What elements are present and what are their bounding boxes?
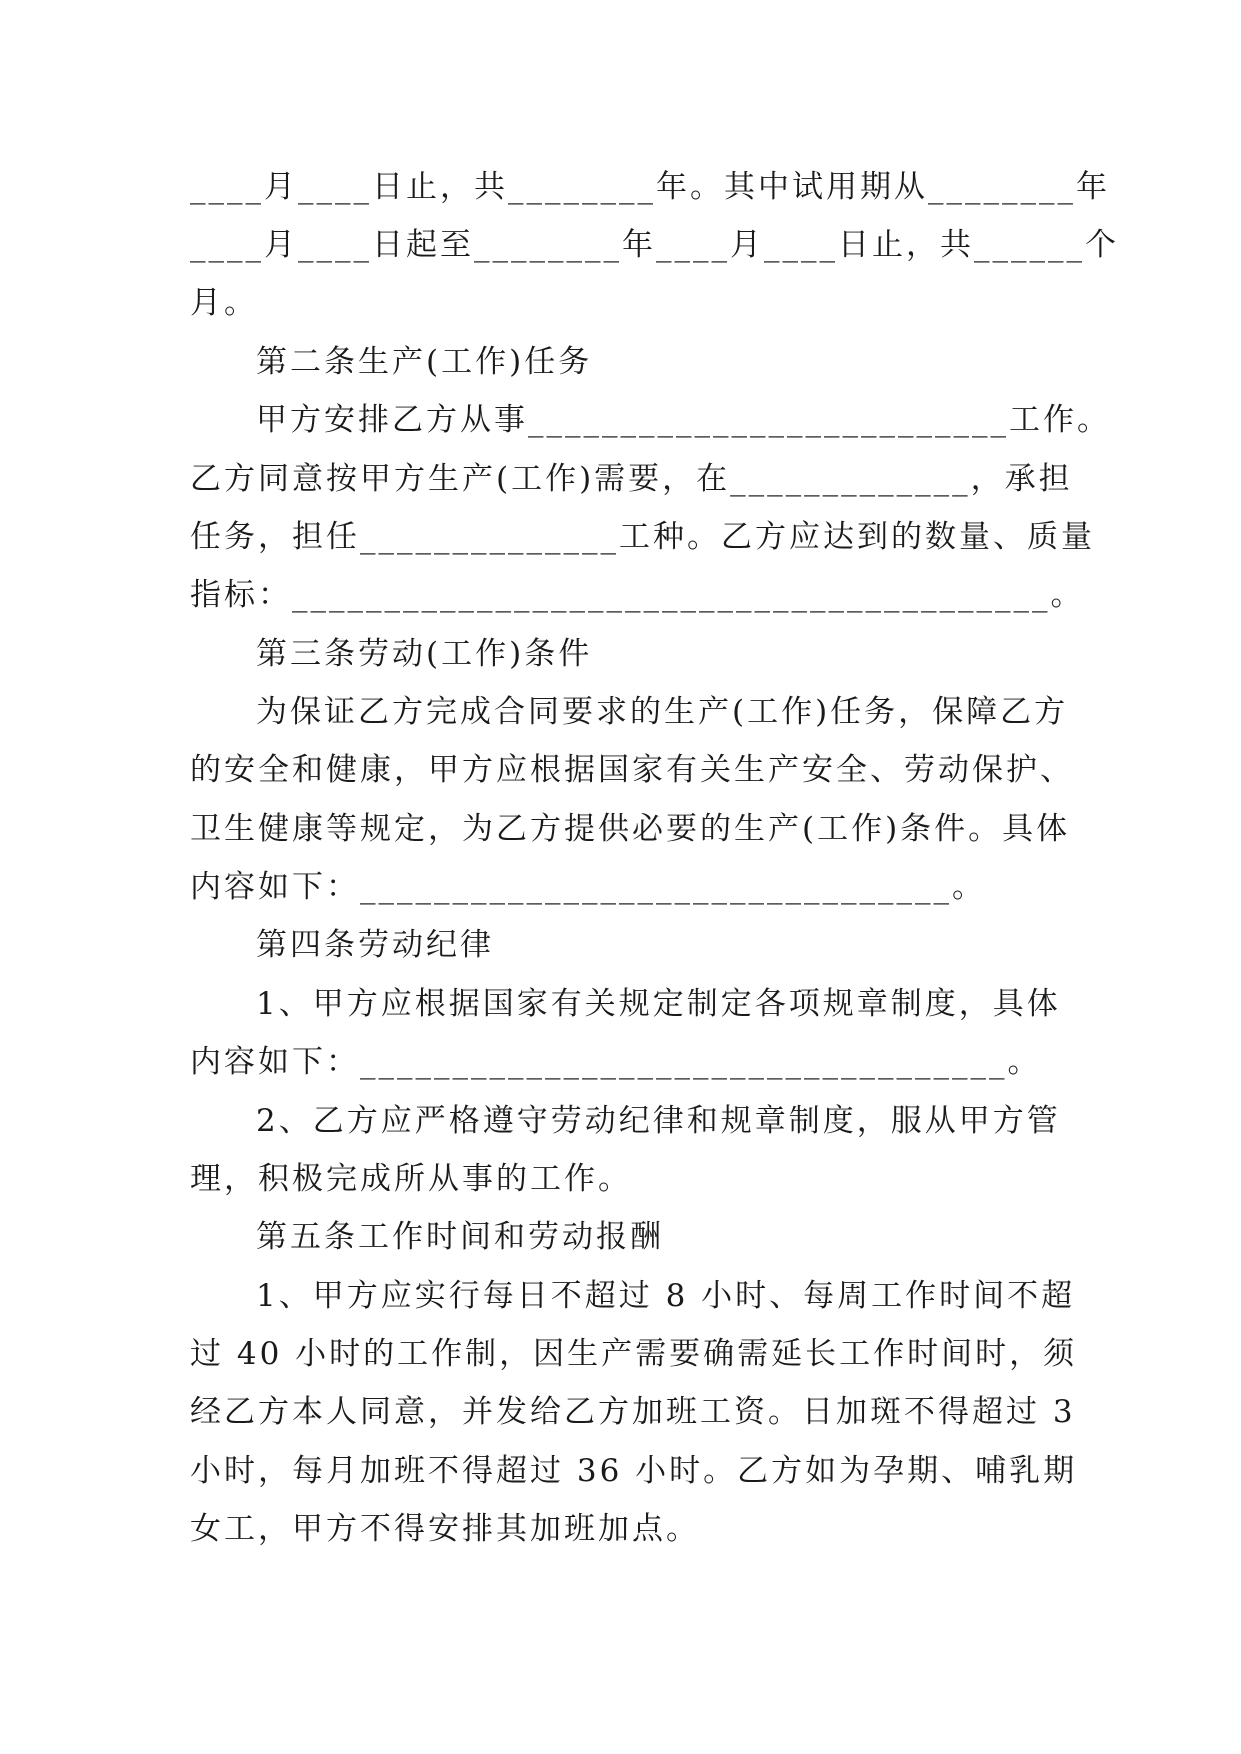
paragraph-line: 为保证乙方完成合同要求的生产(工作)任务，保障乙方 [256,694,1069,730]
paragraph-line: 卫生健康等规定，为乙方提供必要的生产(工作)条件。具体 [190,811,1071,847]
text-line-3: 月。 [190,285,258,321]
paragraph-line: 甲方安排乙方从事__________________________工作。 [256,402,1111,438]
section-heading-5: 第五条工作时间和劳动报酬 [256,1219,664,1255]
paragraph-line: 指标：_________________________________________。 [190,577,1085,613]
paragraph-line: 2、乙方应严格遵守劳动纪律和规章制度，服从甲方管 [256,1103,1061,1139]
paragraph-line: 内容如下：________________________________。 [190,869,986,905]
paragraph-line: 的安全和健康，甲方应根据国家有关生产安全、劳动保护、 [190,752,1074,788]
section-heading-4: 第四条劳动纪律 [256,927,494,963]
paragraph-line: 经乙方本人同意，并发给乙方加班工资。日加斑不得超过 3 [190,1394,1076,1430]
paragraph-line: 1、甲方应实行每日不超过 8 小时、每周工作时间不超 [256,1278,1076,1314]
text-line-2: ____月____日起至________年____月____日止，共______个 [190,227,1119,263]
paragraph-line: 1、甲方应根据国家有关规定制定各项规章制度，具体 [256,986,1061,1022]
paragraph-line: 理，积极完成所从事的工作。 [190,1161,632,1197]
paragraph-line: 女工，甲方不得安排其加班加点。 [190,1511,700,1547]
paragraph-line: 乙方同意按甲方生产(工作)需要，在_____________，承担 [190,461,1073,497]
paragraph-line: 过 40 小时的工作制，因生产需要确需延长工作时间时，须 [190,1336,1078,1372]
section-heading-2: 第二条生产(工作)任务 [256,344,593,380]
paragraph-line: 小时，每月加班不得超过 36 小时。乙方如为孕期、哺乳期 [190,1453,1078,1489]
section-heading-3: 第三条劳动(工作)条件 [256,636,593,672]
paragraph-line: 任务，担任______________工种。乙方应达到的数量、质量 [190,519,1095,555]
paragraph-line: 内容如下：___________________________________。 [190,1044,1042,1080]
text-line-1: ____月____日止，共________年。其中试用期从________年 [190,169,1110,205]
